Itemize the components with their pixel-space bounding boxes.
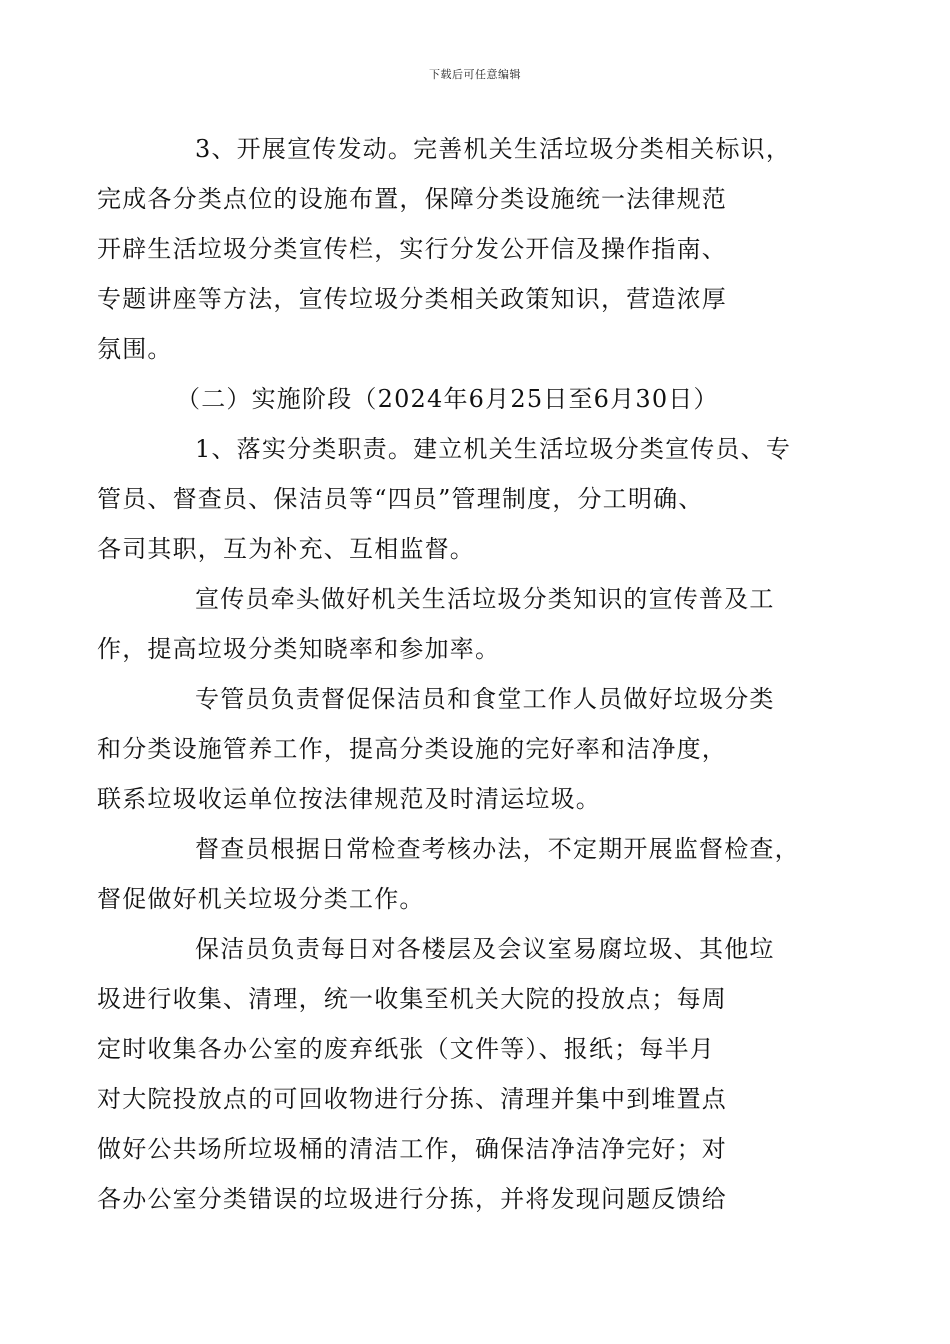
- paragraph-line: 圾进行收集、清理，统一收集至机关大院的投放点；每周: [97, 985, 727, 1013]
- paragraph-line: 定时收集各办公室的废弃纸张（文件等）、报纸；每半月: [97, 1035, 715, 1063]
- paragraph-line: 做好公共场所垃圾桶的清洁工作，确保洁净洁净完好；对: [97, 1135, 727, 1163]
- paragraph-line: 各办公室分类错误的垃圾进行分拣，并将发现问题反馈给: [97, 1185, 727, 1213]
- paragraph-line: 宣传员牵头做好机关生活垃圾分类知识的宣传普及工: [195, 585, 775, 613]
- paragraph-1: [97, 124, 808, 374]
- paragraph-line: 完成各分类点位的设施布置，保障分类设施统一法律规范: [97, 185, 727, 213]
- paragraph-line: 各司其职，互为补充、互相监督。: [97, 535, 475, 563]
- paragraph-line: 督查员根据日常检查考核办法，不定期开展监督检查，: [195, 835, 800, 863]
- paragraph-4: [97, 574, 808, 674]
- paragraph-line: （二）实施阶段（2024年6月25日至6月30日）: [176, 385, 719, 413]
- paragraph-line: 专管员负责督促保洁员和食堂工作人员做好垃圾分类: [195, 685, 775, 713]
- document-body: [97, 124, 808, 1224]
- paragraph-line: 专题讲座等方法，宣传垃圾分类相关政策知识，营造浓厚: [97, 285, 727, 313]
- paragraph-5: [97, 674, 808, 824]
- paragraph-7: [97, 924, 808, 1224]
- paragraph-line: 作，提高垃圾分类知晓率和参加率。: [97, 635, 501, 663]
- paragraph-line: 对大院投放点的可回收物进行分拣、清理并集中到堆置点: [97, 1085, 727, 1113]
- paragraph-line: 督促做好机关垃圾分类工作。: [97, 885, 425, 913]
- paragraph-3: [97, 424, 808, 574]
- paragraph-6: [97, 824, 808, 924]
- section-heading: [146, 374, 808, 424]
- paragraph-line: 管员、督查员、保洁员等“四员”管理制度，分工明确、: [97, 485, 704, 513]
- paragraph-line: 保洁员负责每日对各楼层及会议室易腐垃圾、其他垃: [195, 935, 775, 963]
- paragraph-line: 开辟生活垃圾分类宣传栏，实行分发公开信及操作指南、: [97, 235, 727, 263]
- paragraph-line: 1、落实分类职责。建立机关生活垃圾分类宣传员、专: [195, 435, 792, 463]
- header-note: 下载后可任意编辑: [429, 68, 521, 81]
- paragraph-line: 3、开展宣传发动。完善机关生活垃圾分类相关标识，: [195, 135, 792, 163]
- paragraph-line: 联系垃圾收运单位按法律规范及时清运垃圾。: [97, 785, 601, 813]
- paragraph-line: 和分类设施管养工作，提高分类设施的完好率和洁净度，: [97, 735, 727, 763]
- paragraph-line: 氛围。: [97, 335, 173, 363]
